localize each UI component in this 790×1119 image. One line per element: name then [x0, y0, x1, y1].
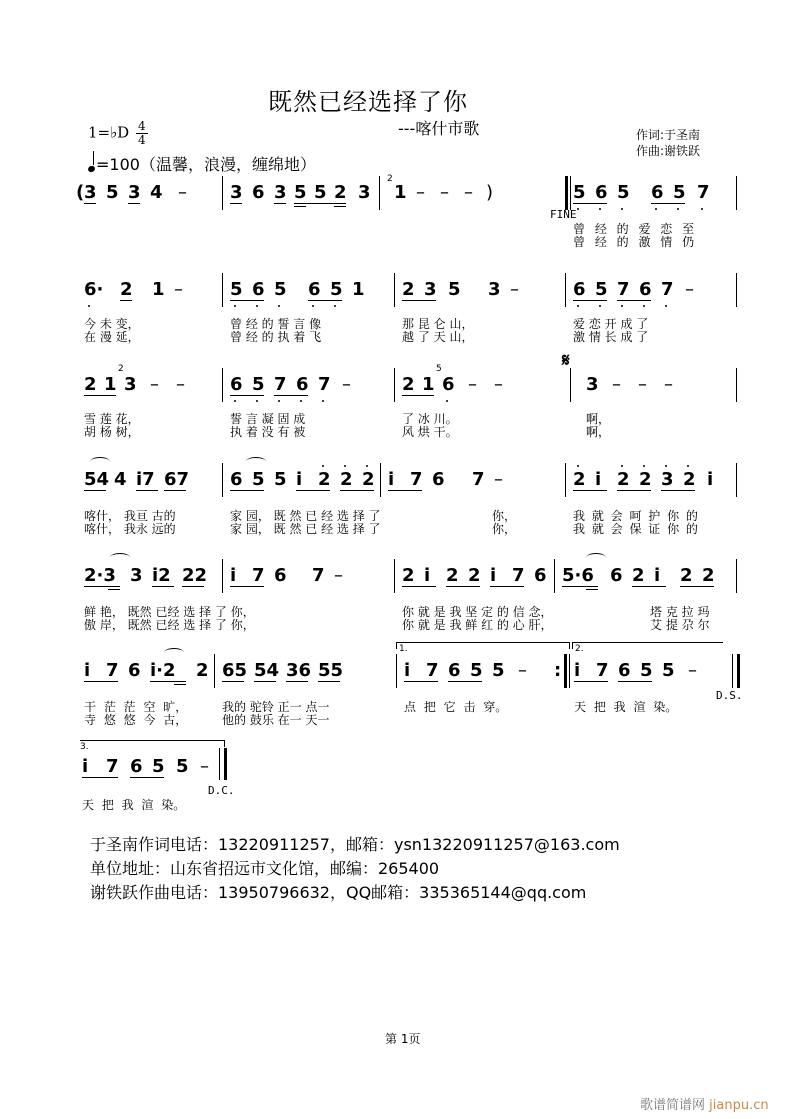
score-line-1: ( 3 5 3 4 – 3 6 3 5 5 2 3 2 1 – – – ) 5 6 5 6 5 7 FINE 曾 经 的 爱 恋 至 曾 经 的 激 情 仍: [76, 180, 740, 250]
dc-mark: D.C.: [208, 784, 235, 797]
grace-note: 2: [387, 174, 393, 184]
lyricist: 作词:于圣南: [636, 128, 701, 142]
lyrics-verse1: 曾 经 的 爱 恋 至: [573, 222, 695, 236]
score-line-6: 1. 2. i 7 6 i·2 2 65 54 36 55 i 7 6 5 5 – : i 7 6 5 5 – D.S. 干 茫 茫 空 旷， 我的 驼铃 正一 点一 点 把 它 击 穿。 天 把 我 渲 染。 寺 悠 悠 今 古， 他的 鼓乐 在一 天一: [84, 644, 743, 727]
composer-contact: 谢铁跃作曲电话：13950796632，QQ邮箱：335365144@qq.com: [90, 883, 587, 902]
score-line-5: 2·3 3 i2 22 i 7 6 7 – 2 i 2 2 i 7 6 5·6 6 2 i 2 2 鲜 艳， 既然 已经 选 择 了 你， 你 就 是 我 坚 定 的 信 念， 塔 克 拉 玛 傲 岸， 既然 已经 选 择 了 你， 你 就 是 我 鲜 红 的 心 肝， 艾 提 尕 尔: [76, 563, 740, 633]
volta-1: 1.: [399, 644, 408, 654]
song-title: 既然已经选择了你: [268, 88, 468, 116]
score-line-2: 6· 2 1 – 5 6 5 6 5 1 2 3 5 3 – 6 5 7 6 7 – 今 未 变， 曾 经 的 誓 言 像 那 昆 仑 山， 爱 恋 开 成 了 在 漫 延， 曾 经 的 执 着 飞 越 了 天 山， 激 情 长 成 了: [76, 277, 740, 347]
key-label: 1=♭D: [88, 123, 130, 142]
fine-mark: FINE: [550, 208, 577, 221]
score-line-7: 3. i 7 6 5 5 – D.C. 天 把 我 渲 染。: [80, 742, 235, 812]
lyricist-address: 单位地址：山东省招远市文化馆，邮编：265400: [90, 859, 440, 878]
key-signature: [88, 120, 148, 147]
volta-3: 3.: [80, 742, 89, 752]
score-line-3: 2 1 2 3 – – 6 5 7 6 7 – 2 1 5 6 – – 𝄋 3 – – – 雪 莲 花， 誓 言 凝 固 成 了 冰 川。 啊， 胡 杨 树， 执 着 没 有 被 风 烘 干。 啊，: [76, 372, 740, 442]
segno-icon: 𝄋: [562, 350, 570, 371]
tempo-marking: =100（温馨，浪漫，缠绵地）: [88, 152, 316, 175]
lyricist-contact: 于圣南作词电话：13220911257，邮箱：ysn13220911257@163.com: [90, 835, 620, 854]
watermark: 歌谱简谱网 jianpu.cn: [640, 1098, 769, 1113]
page-number: 第 1页: [385, 1032, 421, 1046]
quarter-note-icon: [87, 165, 96, 173]
volta-2: 2.: [575, 644, 584, 654]
ds-mark: D.S.: [716, 689, 743, 702]
score-line-4: 54 4 i7 67 6 5 5 i 2 2 2 i 7 6 7 – 2 i 2 2 3 2 i 喀什， 我亘 古的 家 园， 既 然 已 经 选 择 了 你， 我 就 会 呵 护 你 的 喀什， 我永 远的 家 园， 既 然 已 经 选 择 了 你， 我 就 会 保 证 你 的: [76, 467, 740, 537]
lyrics-verse2: 曾 经 的 激 情 仍: [573, 235, 695, 249]
song-subtitle: ---喀什市歌: [398, 119, 480, 138]
composer: 作曲:谢铁跃: [636, 144, 701, 158]
credits: [636, 127, 700, 159]
time-signature: $\frac{4}{4}$: [138, 119, 146, 147]
